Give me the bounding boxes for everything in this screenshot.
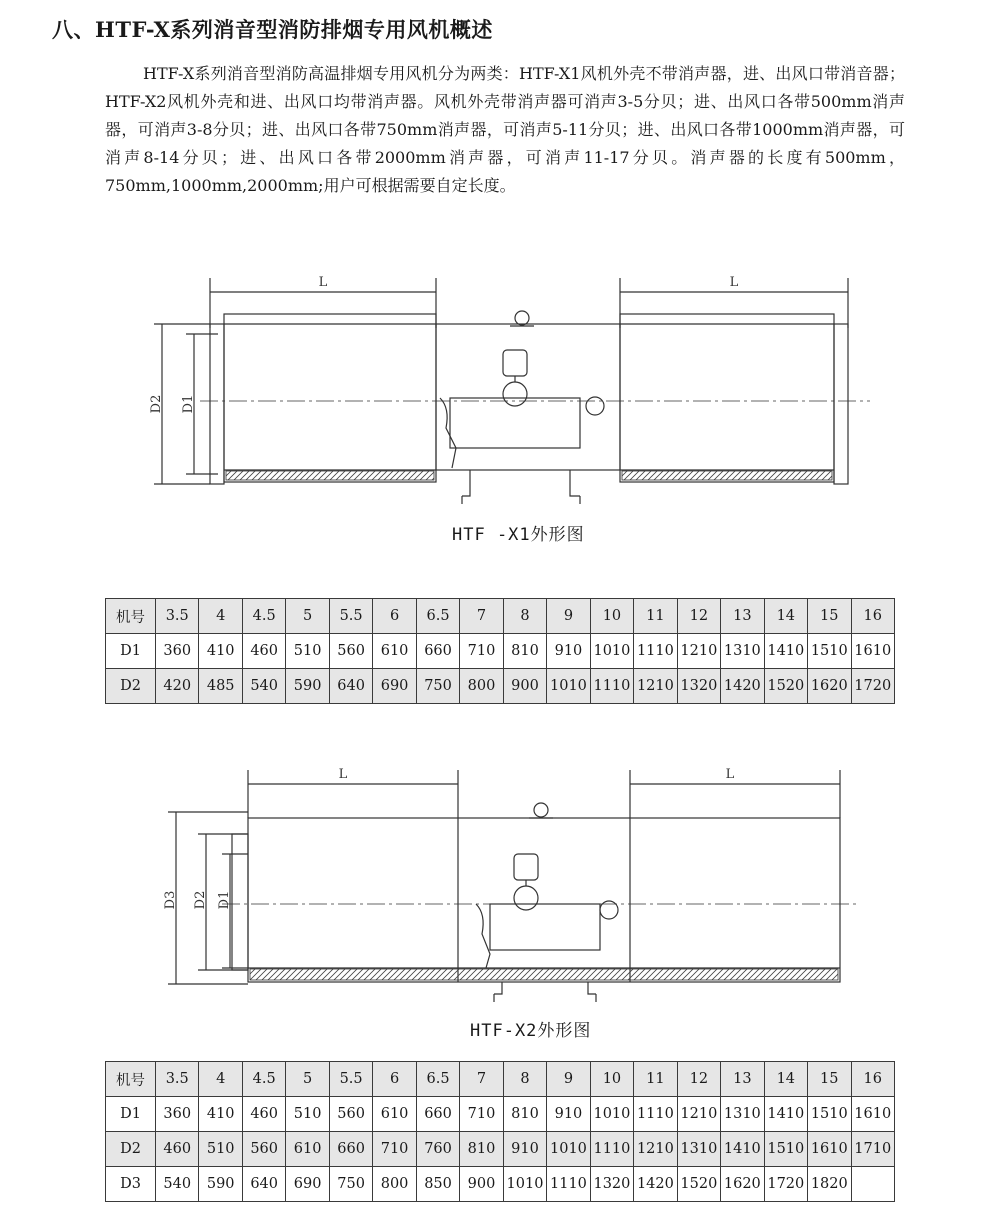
table-row (106, 669, 895, 704)
table-cell: 7 (460, 1062, 503, 1097)
table-cell: 1010 (547, 1132, 590, 1167)
table-cell: 15 (808, 599, 851, 634)
table-cell: 485 (199, 669, 242, 704)
table-cell: 1410 (721, 1132, 764, 1167)
table-cell: 660 (416, 1097, 459, 1132)
table-cell: 360 (156, 1097, 199, 1132)
table-cell: 8 (503, 599, 546, 634)
table-cell: 690 (373, 669, 416, 704)
table-cell: 6.5 (416, 599, 459, 634)
htf-x2-length-label-right: L (725, 767, 735, 782)
table-cell: 800 (373, 1167, 416, 1202)
table-cell: 1410 (764, 1097, 807, 1132)
table-cell: 4 (199, 1062, 242, 1097)
htf-x2-spec-table (105, 1061, 895, 1202)
table-cell: 1610 (851, 634, 895, 669)
table-cell: 1520 (764, 669, 807, 704)
table-cell: 1820 (808, 1167, 851, 1202)
table-cell: D3 (106, 1167, 156, 1202)
table-header-row (106, 599, 895, 634)
table-cell: 14 (764, 599, 807, 634)
table-cell: 1210 (677, 634, 720, 669)
figure-htf-x2 (160, 758, 880, 1008)
table-cell: 1210 (634, 669, 677, 704)
table-cell: 1620 (808, 669, 851, 704)
table-header-row (106, 1062, 895, 1097)
table-cell: 机号 (106, 1062, 156, 1097)
table-cell: 13 (721, 1062, 764, 1097)
table-cell: 1620 (721, 1167, 764, 1202)
table-cell: 810 (460, 1132, 503, 1167)
table-cell: 590 (199, 1167, 242, 1202)
table-cell: D2 (106, 1132, 156, 1167)
table-cell: D1 (106, 634, 156, 669)
table-cell: 16 (851, 1062, 895, 1097)
htf-x2-d2-label: D2 (193, 890, 208, 910)
htf-x1-caption: HTF -X1外形图 (452, 525, 585, 545)
htf-x1-drawing (140, 268, 880, 518)
table-cell: 710 (460, 634, 503, 669)
htf-x1-length-label-left: L (318, 275, 328, 290)
table-cell: 460 (156, 1132, 199, 1167)
table-cell: 6 (373, 599, 416, 634)
table-cell: 机号 (106, 599, 156, 634)
table-cell: 640 (242, 1167, 285, 1202)
table-cell: 3.5 (156, 599, 199, 634)
table-cell: 1720 (764, 1167, 807, 1202)
table-cell: 1420 (721, 669, 764, 704)
table-cell: 1420 (634, 1167, 677, 1202)
htf-x2-caption: HTF-X2外形图 (470, 1021, 592, 1041)
table-cell: 640 (329, 669, 372, 704)
table-cell: 1210 (634, 1132, 677, 1167)
table-cell: 1010 (547, 669, 590, 704)
table-cell: 1110 (547, 1167, 590, 1202)
table-cell (851, 1167, 895, 1202)
table-cell: 660 (329, 1132, 372, 1167)
table-cell: 540 (242, 669, 285, 704)
table-cell: 1510 (808, 1097, 851, 1132)
htf-x2-length-label-left: L (338, 767, 348, 782)
table-cell: 560 (329, 634, 372, 669)
table-cell: 410 (199, 634, 242, 669)
table-cell: 610 (373, 634, 416, 669)
table-cell: 610 (286, 1132, 329, 1167)
table-cell: 460 (242, 634, 285, 669)
table-cell: 1310 (677, 1132, 720, 1167)
table-cell: 12 (677, 1062, 720, 1097)
table-cell: 1610 (808, 1132, 851, 1167)
table-cell: 750 (329, 1167, 372, 1202)
table-cell: 9 (547, 599, 590, 634)
table-cell: 510 (199, 1132, 242, 1167)
table-cell: 1510 (808, 634, 851, 669)
table-cell: 14 (764, 1062, 807, 1097)
table-cell: 1320 (677, 669, 720, 704)
table-cell: D1 (106, 1097, 156, 1132)
table-cell: 4 (199, 599, 242, 634)
table-cell: 910 (503, 1132, 546, 1167)
htf-x2-drawing (160, 758, 880, 1008)
htf-x1-spec-table (105, 598, 895, 704)
table-cell: 5 (286, 1062, 329, 1097)
table-cell: 1510 (764, 1132, 807, 1167)
table-cell: 560 (329, 1097, 372, 1132)
table-cell: 13 (721, 599, 764, 634)
table-cell: 510 (286, 634, 329, 669)
table-cell: 1210 (677, 1097, 720, 1132)
table-row (106, 1167, 895, 1202)
table-cell: 4.5 (242, 599, 285, 634)
table-cell: 5.5 (329, 599, 372, 634)
table-cell: 910 (547, 1097, 590, 1132)
table-cell: 590 (286, 669, 329, 704)
table-row (106, 1132, 895, 1167)
table-cell: 900 (503, 669, 546, 704)
table-cell: 5 (286, 599, 329, 634)
table-cell: 1110 (634, 634, 677, 669)
intro-paragraph (105, 60, 905, 200)
table-cell: 420 (156, 669, 199, 704)
table-cell: 710 (460, 1097, 503, 1132)
table-cell: 1010 (503, 1167, 546, 1202)
table-cell: 560 (242, 1132, 285, 1167)
table-cell: 1610 (851, 1097, 895, 1132)
table-cell: 12 (677, 599, 720, 634)
table-cell: 810 (503, 1097, 546, 1132)
table-cell: 760 (416, 1132, 459, 1167)
table-cell: 1310 (721, 1097, 764, 1132)
table-cell: 360 (156, 634, 199, 669)
htf-x1-length-label-right: L (729, 275, 739, 290)
table-cell: 1110 (634, 1097, 677, 1132)
table-cell: 16 (851, 599, 895, 634)
table-cell: 710 (373, 1132, 416, 1167)
table-cell: 4.5 (242, 1062, 285, 1097)
table-cell: 1010 (590, 634, 633, 669)
table-cell: 11 (634, 599, 677, 634)
htf-x2-d3-label: D3 (163, 890, 178, 910)
table-cell: 690 (286, 1167, 329, 1202)
table-cell: 540 (156, 1167, 199, 1202)
table-cell: 750 (416, 669, 459, 704)
table-cell: 1720 (851, 669, 895, 704)
table-cell: 1110 (590, 669, 633, 704)
table-cell: 6.5 (416, 1062, 459, 1097)
table-cell: 660 (416, 634, 459, 669)
table-cell: 9 (547, 1062, 590, 1097)
table-cell: D2 (106, 669, 156, 704)
table-row (106, 634, 895, 669)
table-cell: 900 (460, 1167, 503, 1202)
table-cell: 510 (286, 1097, 329, 1132)
table-cell: 850 (416, 1167, 459, 1202)
table-cell: 11 (634, 1062, 677, 1097)
table-cell: 7 (460, 599, 503, 634)
table-cell: 6 (373, 1062, 416, 1097)
table-cell: 610 (373, 1097, 416, 1132)
htf-x2-d1-label: D1 (217, 890, 232, 910)
table-cell: 8 (503, 1062, 546, 1097)
section-heading: 八、HTF-X系列消音型消防排烟专用风机概述 (52, 17, 493, 42)
table-cell: 910 (547, 634, 590, 669)
figure-htf-x1 (140, 268, 880, 518)
table-cell: 15 (808, 1062, 851, 1097)
table-cell: 410 (199, 1097, 242, 1132)
table-cell: 10 (590, 599, 633, 634)
table-cell: 1320 (590, 1167, 633, 1202)
table-cell: 1520 (677, 1167, 720, 1202)
table-cell: 1710 (851, 1132, 895, 1167)
table-cell: 1110 (590, 1132, 633, 1167)
table-cell: 1410 (764, 634, 807, 669)
htf-x1-inner-diameter-label: D1 (181, 394, 196, 414)
table-cell: 800 (460, 669, 503, 704)
table-cell: 1310 (721, 634, 764, 669)
table-cell: 460 (242, 1097, 285, 1132)
table-cell: 5.5 (329, 1062, 372, 1097)
table-cell: 1010 (590, 1097, 633, 1132)
table-cell: 10 (590, 1062, 633, 1097)
htf-x1-outer-diameter-label: D2 (149, 394, 164, 414)
table-cell: 3.5 (156, 1062, 199, 1097)
intro-text: HTF-X系列消音型消防高温排烟专用风机分为两类：HTF-X1风机外壳不带消声器，进、出风口带消音器；HTF-X2风机外壳和进、出风口均带消声器。风机外壳带消声器可消声3-5分贝；进、出风口各带500mm消声器，可消声3-8分贝；进、出风口各带750mm消声器，可消声5-11分贝；进、出风口各带1000mm消声器，可消声8-14分贝；进、出风口各带2000mm消声器，可消声11-17分贝。消声器的长度有500mm，750mm,1000mm,2000mm;用户可根据需要自定长度。 (105, 64, 905, 195)
table-cell: 810 (503, 634, 546, 669)
table-row (106, 1097, 895, 1132)
